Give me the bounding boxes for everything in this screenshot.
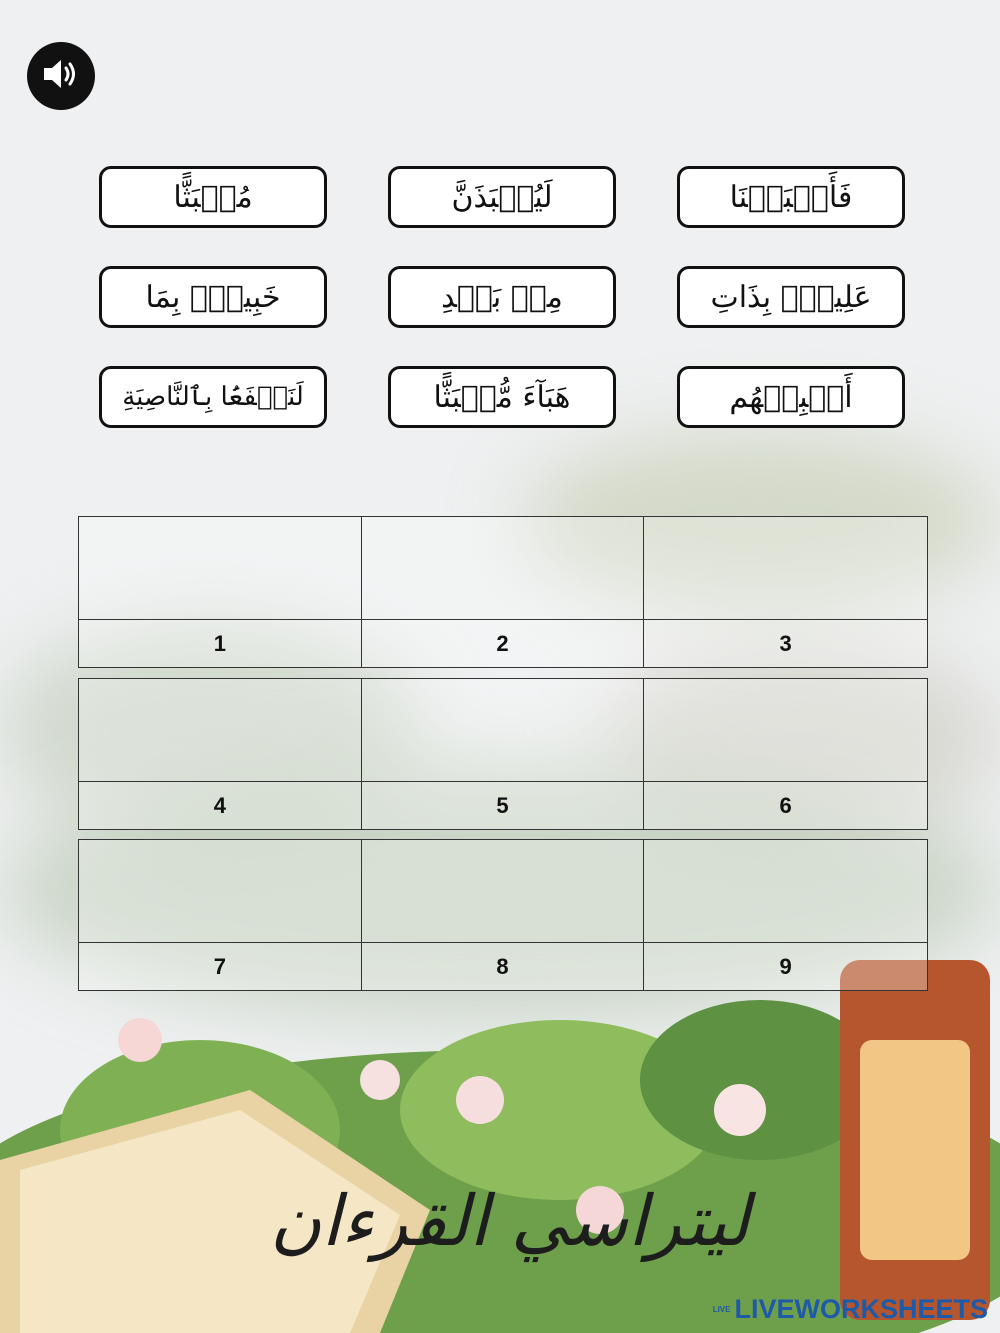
drop-zone[interactable] [79,840,362,943]
calligraphy-title: ليتراسي القرءان [270,1180,750,1262]
slot-number: 3 [644,620,927,667]
slot-number: 6 [644,782,927,829]
word-card[interactable]: فَأَنۢبَتۡنَا [677,166,905,228]
slot-number: 2 [362,620,645,667]
word-card[interactable]: أَنۢبِئۡهُم [677,366,905,428]
slot-number: 8 [362,943,645,990]
word-card[interactable]: مُنۢبَثًّا [99,166,327,228]
word-card[interactable]: لَنَسۡفَعَۢا بِٱلنَّاصِيَةِ [99,366,327,428]
logo-mark-icon: LIVE [712,1305,731,1314]
liveworksheets-logo [713,1294,988,1325]
drop-zone[interactable] [644,840,927,943]
answer-grid-row-1 [78,516,928,668]
word-card[interactable]: مِنۢ بَعۡدِ [388,266,616,328]
drop-zone[interactable] [362,840,645,943]
logo-text: LIVEWORKSHEETS [734,1294,988,1324]
slot-number: 9 [644,943,927,990]
slot-number: 5 [362,782,645,829]
answer-grid-row-3 [78,839,928,991]
word-card[interactable]: خَبِيرُۢ بِمَا [99,266,327,328]
word-card[interactable]: عَلِيمُۢ بِذَاتِ [677,266,905,328]
slot-number: 7 [79,943,362,990]
drop-zone[interactable] [362,679,645,782]
drop-zone[interactable] [79,517,362,620]
drop-zone[interactable] [644,517,927,620]
speaker-icon [41,57,81,95]
answer-grid-row-2 [78,678,928,830]
word-card[interactable]: هَبَآءَ مُّنۢبَثًّا [388,366,616,428]
drop-zone[interactable] [644,679,927,782]
audio-play-button[interactable] [27,42,95,110]
word-card[interactable]: لَيُنۢبَذَنَّ [388,166,616,228]
slot-number: 4 [79,782,362,829]
drop-zone[interactable] [79,679,362,782]
slot-number: 1 [79,620,362,667]
drop-zone[interactable] [362,517,645,620]
